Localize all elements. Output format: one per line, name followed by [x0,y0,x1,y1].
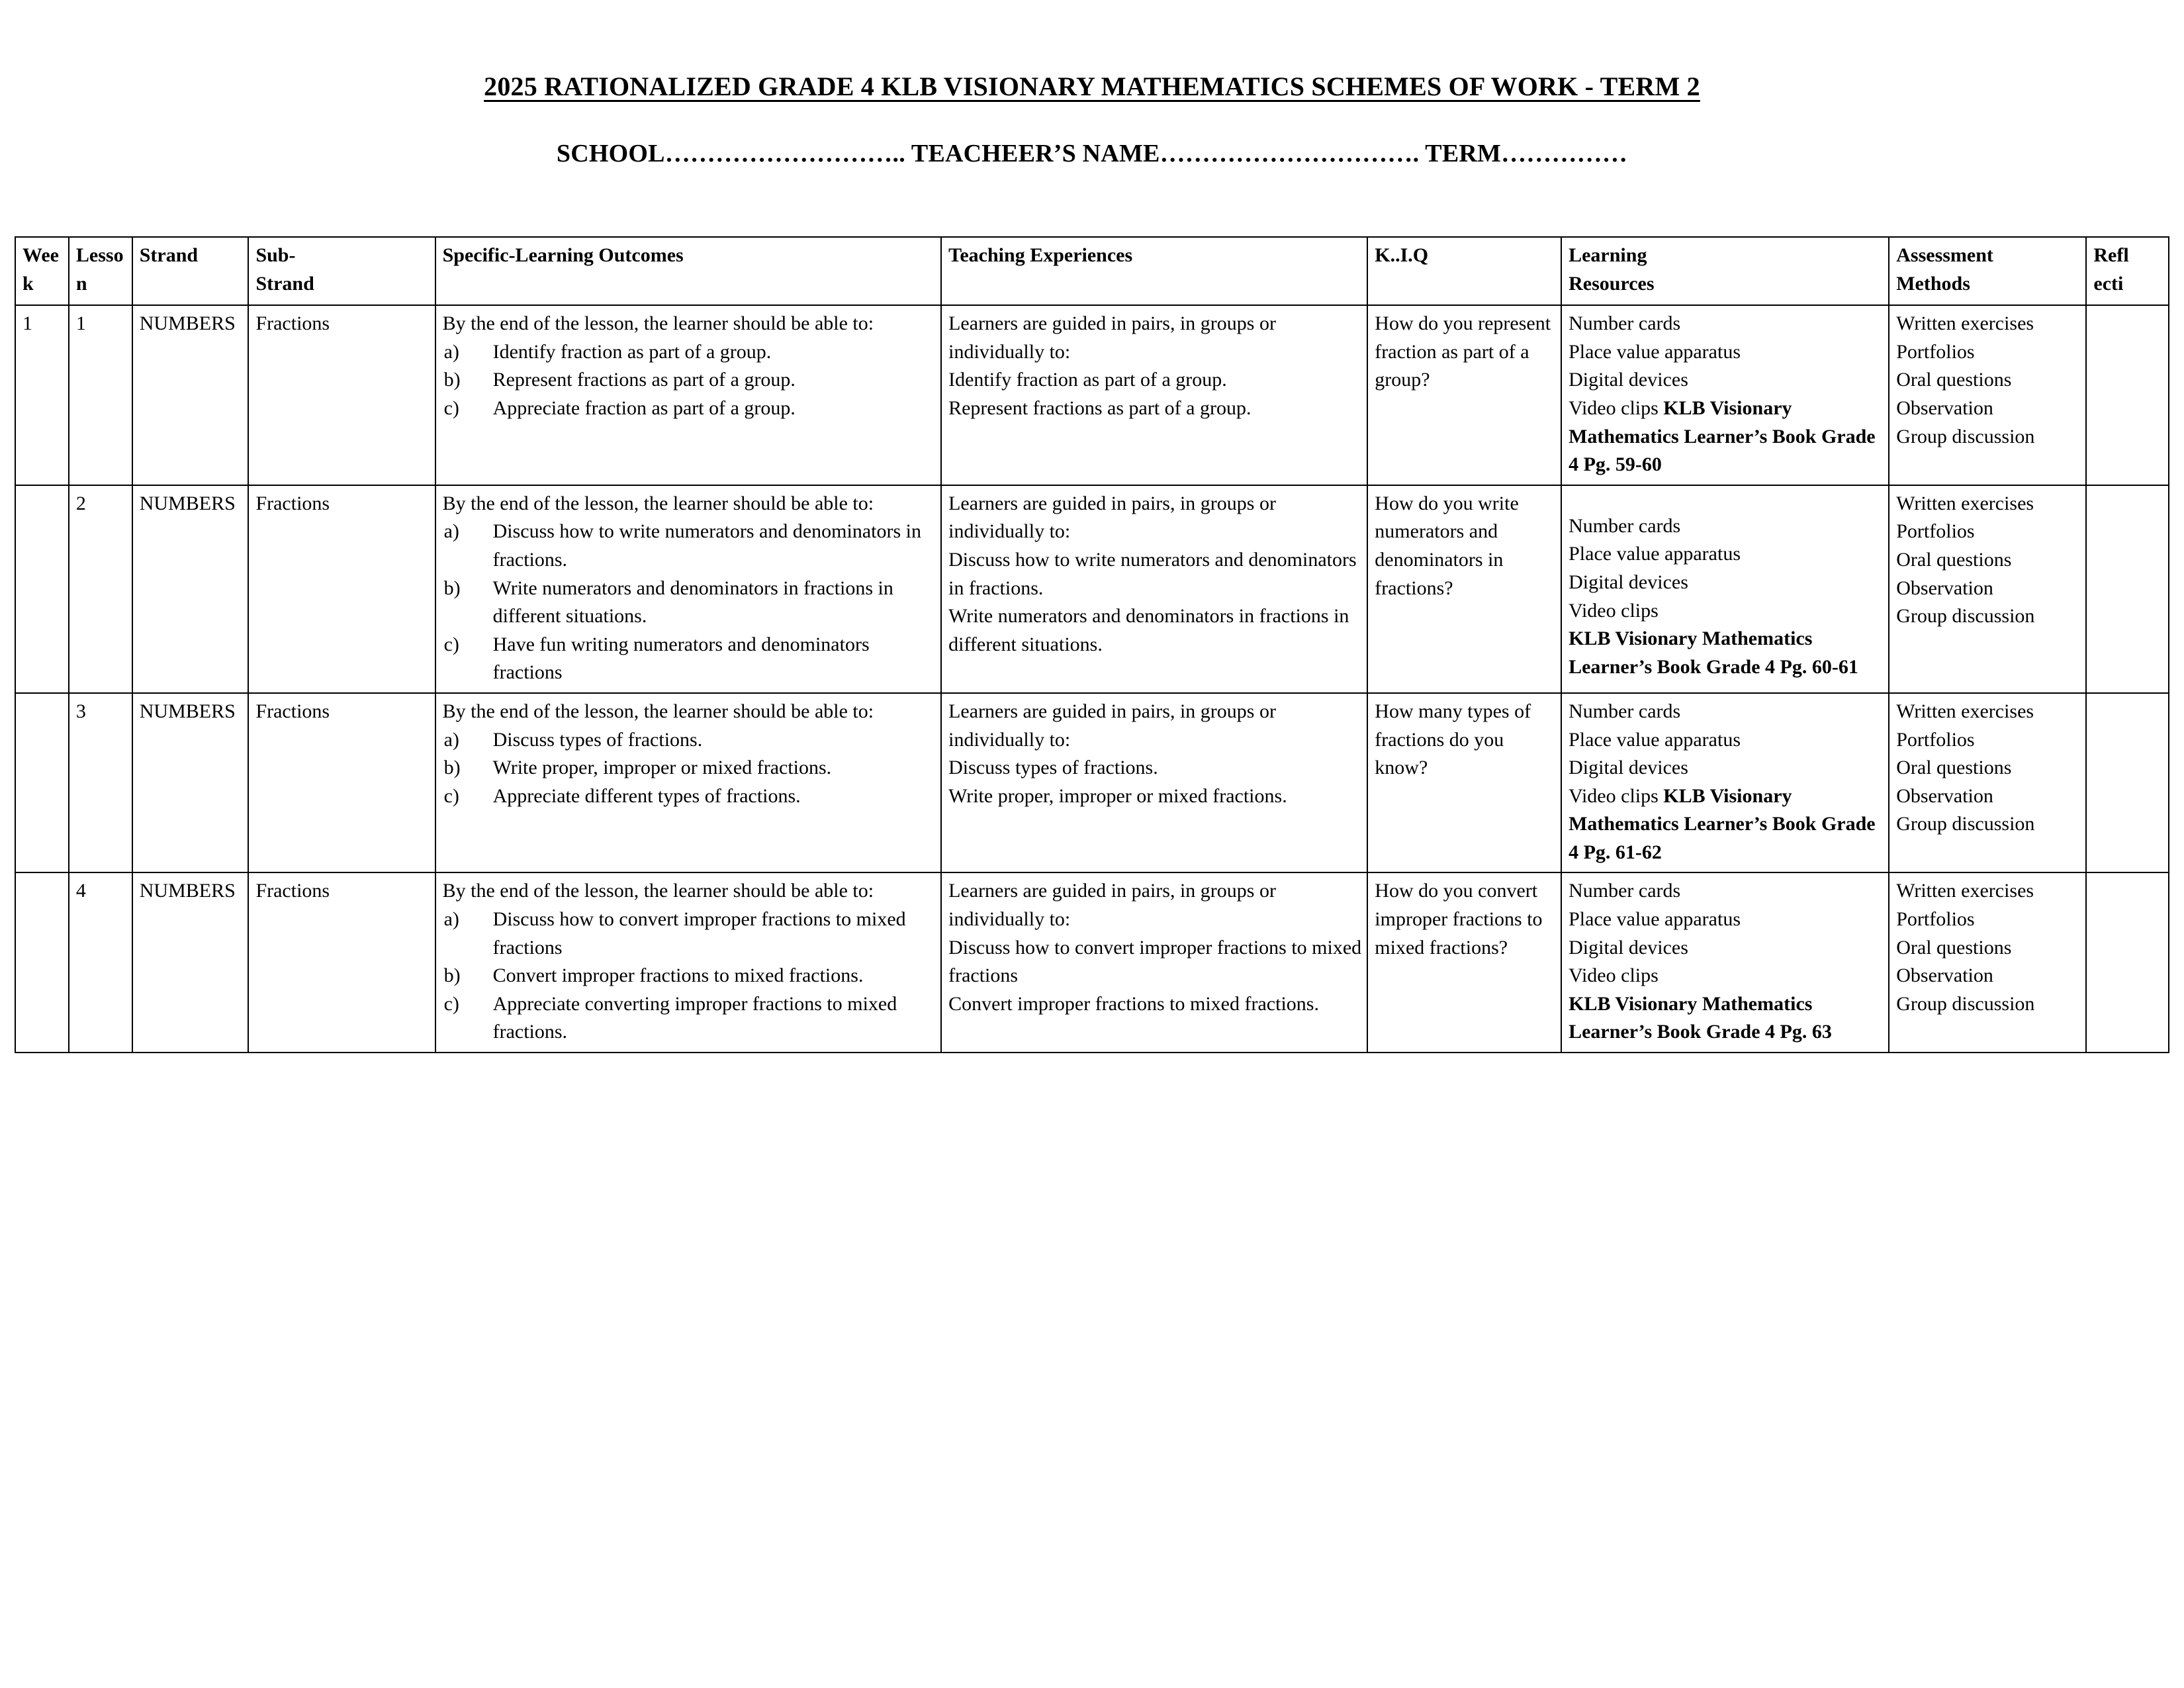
cell-specific-learning-outcomes [435,485,942,693]
teaching-experience-item: Identify fraction as part of a group. [948,369,1227,391]
cell-teaching-experiences [941,872,1367,1053]
outcome-marker: b) [443,757,461,779]
teaching-experience-item: Learners are guided in pairs, in groups or individually to: [948,700,1276,751]
teaching-experience-item: Learners are guided in pairs, in groups or individually to: [948,880,1276,931]
column-header-slo-label: Specific-Learning Outcomes [442,244,684,266]
assessment-methods-list [1896,310,2080,451]
cell-lesson: 3 [69,693,132,873]
assessment-method-item: Written exercises [1896,700,2034,722]
learning-resource-item: Digital devices [1569,936,1688,959]
cell-learning-resources [1561,305,1889,485]
learning-resource-book-reference: Video clips KLB Visionary Mathematics Learner’s Book Grade 4 Pg. 61-62 [1569,784,1876,863]
column-header-strand-label: Strand [139,244,199,266]
book-title-bold: KLB Visionary Mathematics Learner’s Book Grade 4 Pg. 61-62 [1569,784,1876,863]
cell-lesson: 1 [69,305,132,485]
outcomes-list [443,338,936,423]
column-header-specific-learning-outcomes [435,237,942,305]
cell-specific-learning-outcomes [435,693,942,873]
outcome-marker: a) [443,520,459,543]
outcomes-intro: By the end of the lesson, the learner should be able to: [442,492,874,514]
outcome-marker: b) [443,577,461,599]
cell-assessment-methods [1889,305,2086,485]
cell-sub-strand: Fractions [248,305,435,485]
cell-reflection [2086,693,2169,873]
column-header-reflection-label: Refl ecti [2093,244,2129,295]
outcomes-intro: By the end of the lesson, the learner should be able to: [442,700,874,722]
learning-resource-item: Place value apparatus [1569,728,1741,751]
outcomes-intro: By the end of the lesson, the learner should be able to: [442,880,874,902]
outcomes-list [443,906,936,1047]
learning-resource-item: Video clips [1569,964,1659,987]
assessment-method-item: Written exercises [1896,492,2034,514]
assessment-method-item: Oral questions [1896,548,2012,571]
column-header-week [15,237,69,305]
teaching-experience-item: Discuss how to write numerators and denominators in fractions. [948,548,1357,599]
learning-resource-item: Digital devices [1569,757,1688,779]
table-row [15,485,2169,693]
column-header-learning-resources [1561,237,1889,305]
cell-lesson: 4 [69,872,132,1053]
column-header-sub-strand-label: Sub- Strand [255,244,314,295]
outcome-item: c) Have fun writing numerators and denominators fractions [443,631,936,687]
cell-teaching-experiences [941,485,1367,693]
outcome-item: b) Represent fractions as part of a group. [443,366,936,395]
cell-week: 1 [15,305,69,485]
cell-strand: NUMBERS [132,485,249,693]
teaching-experience-item: Write numerators and denominators in fractions in different situations. [948,605,1349,655]
cell-learning-resources [1561,485,1889,693]
teaching-experiences-list [948,490,1361,659]
learning-resource-book-reference [1569,625,1883,681]
assessment-methods-list [1896,698,2080,839]
assessment-method-item: Observation [1896,577,1993,599]
cell-week [15,872,69,1053]
outcomes-list [443,726,936,811]
learning-resource-item: Digital devices [1569,369,1688,391]
column-header-reflection [2086,237,2169,305]
outcomes-intro: By the end of the lesson, the learner should be able to: [442,312,874,335]
cell-learning-resources [1561,872,1889,1053]
learning-resource-item: Place value apparatus [1569,543,1741,565]
assessment-method-item: Portfolios [1896,340,1975,363]
assessment-method-item: Group discussion [1896,992,2035,1015]
table-row [15,305,2169,485]
table-row [15,872,2169,1053]
table-header [15,237,2169,305]
assessment-method-item: Group discussion [1896,813,2035,835]
learning-resources-list [1569,310,1883,479]
teaching-experience-item: Write proper, improper or mixed fractions. [948,784,1287,807]
assessment-method-item: Observation [1896,784,1993,807]
assessment-method-item: Oral questions [1896,369,2012,391]
learning-resource-item: Number cards [1569,312,1681,335]
outcomes-list [443,518,936,687]
cell-reflection [2086,305,2169,485]
column-header-kiq-label: K..I.Q [1375,244,1429,266]
teaching-experience-item: Convert improper fractions to mixed fractions. [948,992,1319,1015]
learning-resources-list [1569,698,1883,867]
learning-resource-item: Number cards [1569,700,1681,722]
book-title-bold: KLB Visionary Mathematics Learner’s Book Grade 4 Pg. 63 [1569,992,1832,1043]
learning-resources-list [1569,490,1883,682]
cell-assessment-methods [1889,485,2086,693]
assessment-method-item: Oral questions [1896,757,2012,779]
outcome-marker: c) [443,992,459,1015]
cell-strand: NUMBERS [132,872,249,1053]
cell-sub-strand: Fractions [248,485,435,693]
assessment-method-item: Observation [1896,964,1993,987]
cell-teaching-experiences [941,693,1367,873]
assessment-method-item: Written exercises [1896,312,2034,335]
teaching-experiences-list [948,877,1361,1018]
teaching-experience-item: Discuss how to convert improper fractions to mixed fractions [948,936,1362,987]
column-header-sub-strand [248,237,435,305]
outcome-marker: a) [443,908,459,931]
outcome-item: a) Identify fraction as part of a group. [443,338,936,367]
outcome-item: a) Discuss how to write numerators and denominators in fractions. [443,518,936,574]
cell-specific-learning-outcomes [435,305,942,485]
teaching-experience-item: Discuss types of fractions. [948,757,1158,779]
outcome-marker: b) [443,369,461,391]
cell-strand: NUMBERS [132,305,249,485]
learning-resources-list [1569,877,1883,1047]
column-header-lesson-label: Lesso n [75,244,124,295]
column-header-kiq [1367,237,1561,305]
learning-resource-book-reference: Video clips KLB Visionary Mathematics Learner’s Book Grade 4 Pg. 59-60 [1569,397,1876,476]
school-teacher-term-line: SCHOOL……………………….. TEACHEER’S NAME…………………………. TERM…………… [556,140,1628,167]
page-title [0,0,2184,102]
learning-resource-item: Place value apparatus [1569,908,1741,931]
assessment-methods-list [1896,490,2080,631]
cell-reflection [2086,485,2169,693]
cell-learning-resources [1561,693,1889,873]
schemes-of-work-table-wrapper [15,236,2169,1053]
teaching-experience-item: Learners are guided in pairs, in groups or individually to: [948,492,1276,543]
cell-week [15,485,69,693]
assessment-method-item: Group discussion [1896,605,2035,628]
cell-assessment-methods [1889,872,2086,1053]
column-header-strand [132,237,249,305]
cell-specific-learning-outcomes [435,872,942,1053]
outcome-marker: a) [443,728,459,751]
outcome-item: b) Convert improper fractions to mixed fractions. [443,962,936,990]
teaching-experience-item: Represent fractions as part of a group. [948,397,1251,419]
column-header-am-label: Assessment Methods [1896,244,1993,295]
learning-resource-item: Number cards [1569,514,1681,537]
cell-sub-strand: Fractions [248,693,435,873]
cell-lesson: 2 [69,485,132,693]
teaching-experiences-list [948,698,1361,810]
cell-kiq: How many types of fractions do you know? [1367,693,1561,873]
outcome-item: a) Discuss how to convert improper fractions to mixed fractions [443,906,936,962]
cell-kiq: How do you represent fraction as part of a group? [1367,305,1561,485]
cell-sub-strand: Fractions [248,872,435,1053]
outcome-marker: a) [443,340,459,363]
outcome-item: c) Appreciate fraction as part of a group. [443,395,936,423]
outcome-marker: c) [443,397,459,419]
assessment-method-item: Portfolios [1896,520,1975,543]
assessment-method-item: Portfolios [1896,728,1975,751]
assessment-method-item: Group discussion [1896,425,2035,447]
book-title-bold: KLB Visionary Mathematics Learner’s Book Grade 4 Pg. 59-60 [1569,397,1876,476]
assessment-method-item: Written exercises [1896,880,2034,902]
outcome-item: b) Write proper, improper or mixed fractions. [443,754,936,782]
cell-reflection [2086,872,2169,1053]
cell-teaching-experiences [941,305,1367,485]
schemes-of-work-table [15,236,2169,1053]
learning-resource-item: Digital devices [1569,571,1688,593]
assessment-method-item: Observation [1896,397,1993,419]
column-header-te-label: Teaching Experiences [948,244,1133,266]
cell-kiq: How do you write numerators and denominators in fractions? [1367,485,1561,693]
outcome-item: c) Appreciate converting improper fractions to mixed fractions. [443,990,936,1047]
teaching-experience-item: Learners are guided in pairs, in groups or individually to: [948,312,1276,363]
assessment-method-item: Portfolios [1896,908,1975,931]
learning-resource-item: Video clips [1569,599,1659,622]
book-title-bold: KLB Visionary Mathematics Learner’s Book Grade 4 Pg. 60-61 [1569,628,1858,678]
page-title-text: 2025 RATIONALIZED GRADE 4 KLB VISIONARY MATHEMATICS SCHEMES OF WORK - TERM 2 [484,71,1700,101]
column-header-teaching-experiences [941,237,1367,305]
learning-resource-item: Place value apparatus [1569,340,1741,363]
cell-kiq: How do you convert improper fractions to mixed fractions? [1367,872,1561,1053]
column-header-week-label: Wee k [23,244,59,295]
outcome-marker: b) [443,964,461,987]
column-header-assessment-methods [1889,237,2086,305]
column-header-lesson [69,237,132,305]
learning-resource-book-reference [1569,990,1883,1047]
outcome-item: b) Write numerators and denominators in fractions in different situations. [443,575,936,631]
assessment-method-item: Oral questions [1896,936,2012,959]
cell-assessment-methods [1889,693,2086,873]
cell-strand: NUMBERS [132,693,249,873]
learning-resource-item: Number cards [1569,880,1681,902]
teaching-experiences-list [948,310,1361,422]
outcome-item: a) Discuss types of fractions. [443,726,936,755]
column-header-lr-label: Learning Resources [1569,244,1655,295]
table-row [15,693,2169,873]
cell-week [15,693,69,873]
outcome-marker: c) [443,633,459,655]
outcome-item: c) Appreciate different types of fractions. [443,782,936,811]
assessment-methods-list [1896,877,2080,1018]
table-body [15,305,2169,1053]
outcome-marker: c) [443,784,459,807]
table-header-row [15,237,2169,305]
